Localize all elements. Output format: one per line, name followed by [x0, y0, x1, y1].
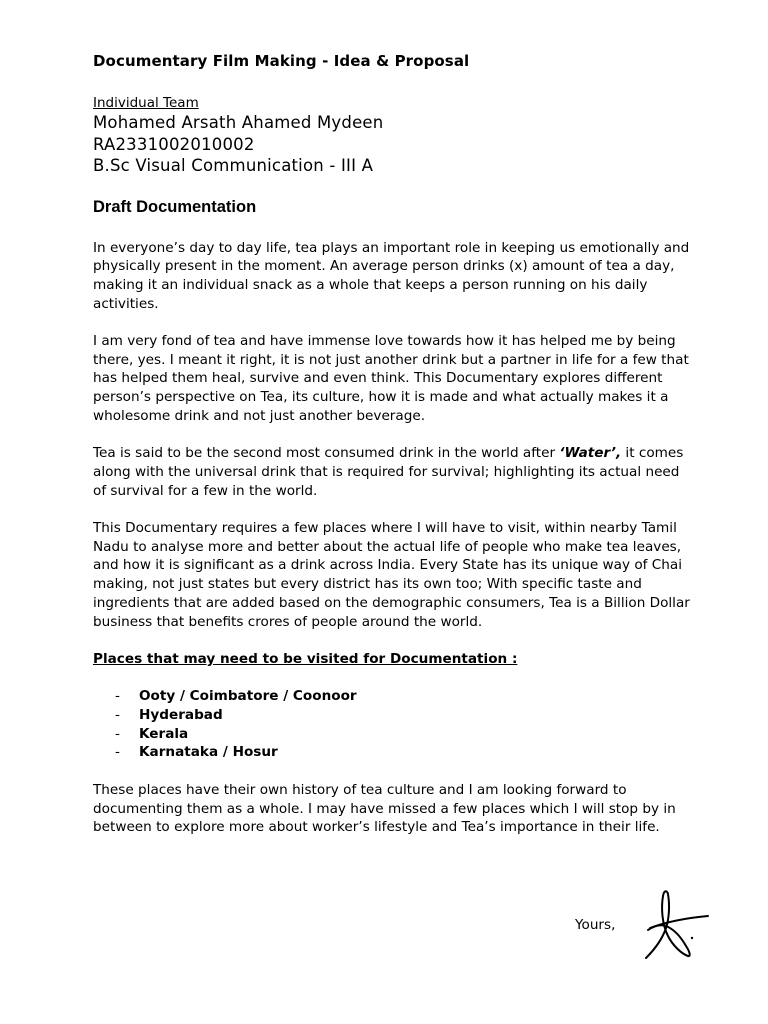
paragraph-4: This Documentary requires a few places where I will have to visit, within nearby Tamil Nadu to analyse more and better about the actual life of people who make tea leaves, and how it is significant as a drink across India. Every State has its unique way of Chai making, not just states but every district has its own too; With specific taste and ingredients that are added based on the demographic consumers, Tea is a Billion Dollar business that benefits crores of people around the world. [93, 520, 690, 630]
paragraph-3-end: it comes along with the universal drink that is required for survival; highlighting its actual need of survival for a few in the world. [93, 445, 684, 499]
list-item [93, 706, 693, 725]
closing-paragraph: These places have their own history of tea culture and I am looking forward to documenting them as a whole. I may have missed a few places which I will stop by in between to explore more about worker’s lifestyle and Tea’s importance in their life. [93, 781, 676, 836]
water-emphasis: ‘Water’, [559, 445, 622, 462]
team-label: Individual Team [93, 95, 199, 111]
bullet-dash: - [115, 707, 120, 723]
paragraph-2: I am very fond of tea and have immense love towards how it has helped me by being there, yes. I meant it right, it is not just another drink but a partner in life for a few that has helped them heal, survive and even think. This Documentary explores different person’s perspective on Tea, its culture, how it is made and what actually makes it a wholesome drink and not just another beverage. [93, 333, 689, 424]
author-name: Mohamed Arsath Ahamed Mydeen [93, 113, 384, 132]
paragraph-3 [93, 444, 693, 500]
list-item [93, 743, 693, 762]
list-item [93, 725, 693, 744]
bullet-dash: - [115, 744, 120, 761]
place-name: Kerala [139, 725, 189, 742]
bullet-dash: - [115, 688, 120, 705]
section-title: Draft Documentation [93, 197, 257, 216]
place-name: Karnataka / Hosur [139, 744, 278, 761]
list-item [93, 687, 693, 706]
sign-off: Yours, [575, 917, 616, 933]
document-body [93, 50, 693, 837]
place-name: Hyderabad [139, 707, 223, 723]
course-name: B.Sc Visual Communication - III A [93, 156, 374, 175]
paragraph-3-start: Tea is said to be the second most consumed drink in the world after [93, 445, 560, 462]
places-list [93, 687, 693, 762]
paragraph-1: In everyone’s day to day life, tea plays an important role in keeping us emotionally and physically present in the moment. An average person drinks (x) amount of tea a day, making it an individual snack as a whole that keeps a person running on his daily activities. [93, 239, 690, 312]
place-name: Ooty / Coimbatore / Coonoor [139, 688, 357, 705]
signature-icon [636, 884, 716, 964]
places-heading: Places that may need to be visited for Documentation : [93, 650, 518, 667]
register-number: RA2331002010002 [93, 134, 255, 154]
bullet-dash: - [115, 725, 120, 742]
document-title: Documentary Film Making - Idea & Proposal [93, 52, 470, 70]
